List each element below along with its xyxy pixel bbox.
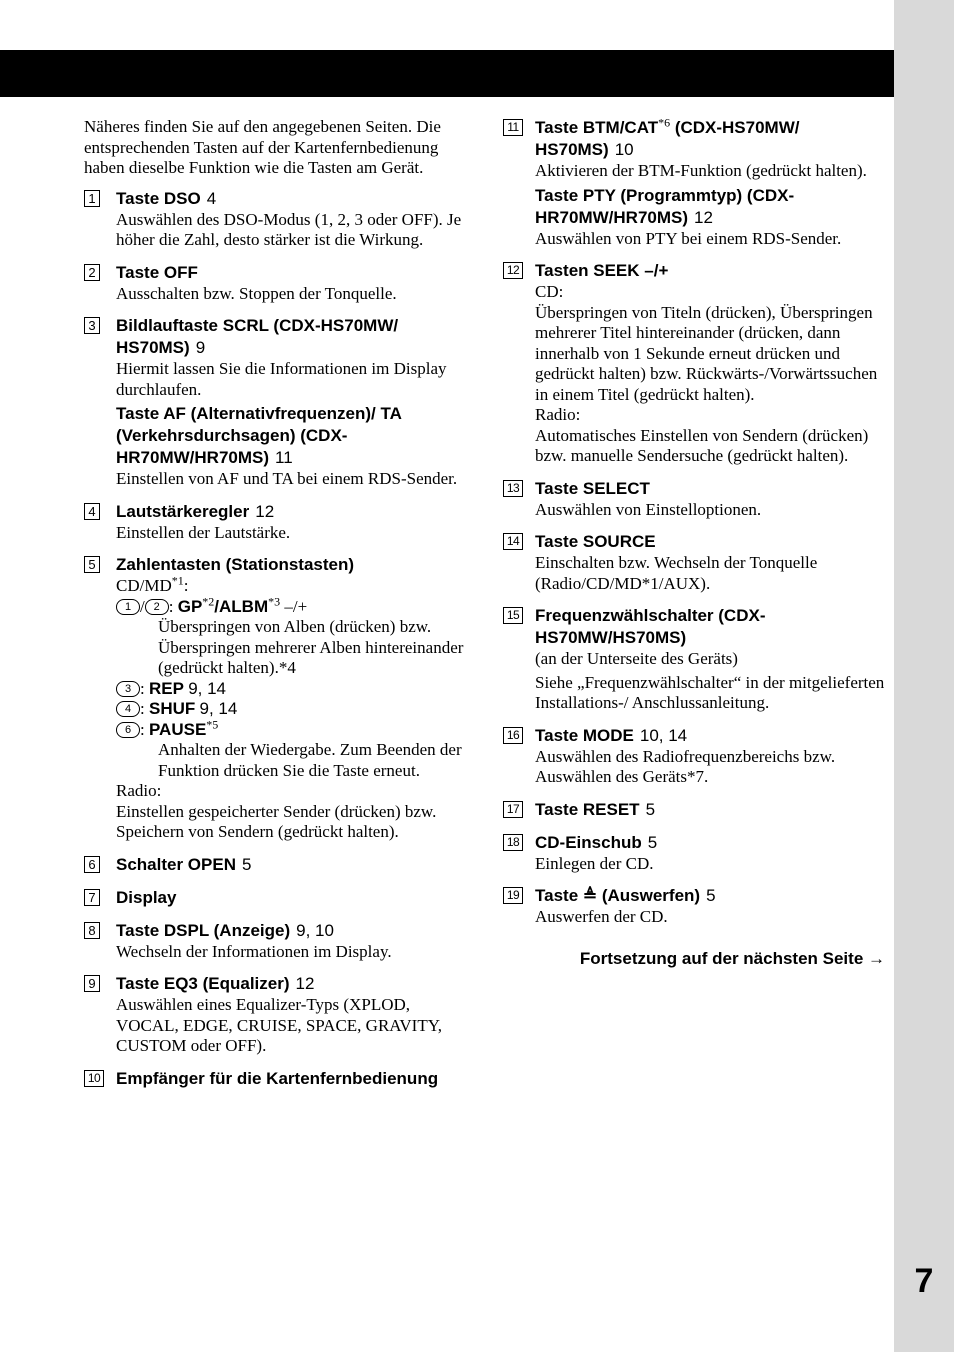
item-title: Taste EQ3 (Equalizer) xyxy=(116,974,290,993)
item-number: 3 xyxy=(84,317,100,334)
item-title: Empfänger für die Kartenfernbedienung xyxy=(116,1068,439,1088)
item-title: Taste BTM/CAT xyxy=(535,118,659,137)
item-17 xyxy=(503,799,885,821)
key-4-icon: 4 xyxy=(116,701,140,717)
item-title-model: (CDX-HS70MW/ HS70MS) xyxy=(535,118,800,159)
page-ref: 9 xyxy=(195,338,206,357)
item-number: 6 xyxy=(84,856,100,873)
intro-text: Näheres finden Sie auf den angegebenen Seiten. Die entsprechenden Tasten auf der Kartenfernbedienung haben dieselbe Funktion wie die Tasten am Gerät. xyxy=(84,117,441,177)
page-ref: 12 xyxy=(694,207,713,227)
item-10 xyxy=(84,1068,466,1090)
colon: : xyxy=(183,576,189,595)
item-desc: Auswählen von Einstelloptionen. xyxy=(535,499,762,519)
sub-title: Taste PTY (Programmtyp) (CDX-HR70MW/HR70MS) xyxy=(535,185,795,227)
item-desc: Einlegen der CD. xyxy=(535,853,654,873)
item-12 xyxy=(503,260,885,467)
item-title: Taste MODE xyxy=(535,725,634,745)
side-tab xyxy=(894,0,954,1352)
page-ref: 11 xyxy=(275,448,293,467)
item-title: Taste ≜ (Auswerfen) xyxy=(535,886,701,905)
sub-desc: Einstellen von AF und TA bei einem RDS-Sender. xyxy=(116,469,458,488)
gp-desc: Überspringen von Alben (drücken) bzw. Überspringen mehrerer Alben hintereinander (gedrückt halten).*4 xyxy=(158,617,464,677)
item-18 xyxy=(503,832,885,875)
item-number: 2 xyxy=(84,264,100,281)
item-desc: Aktivieren der BTM-Funktion (gedrückt halten). xyxy=(535,161,867,180)
item-7 xyxy=(84,887,466,909)
item-desc: Einstellen der Lautstärke. xyxy=(116,522,291,542)
radio-label: Radio: xyxy=(116,781,162,800)
page-ref: 12 xyxy=(295,974,315,993)
item-number: 9 xyxy=(84,975,100,992)
pause-label: PAUSE xyxy=(148,719,207,739)
item-5: 5 Zahlentasten (Stationstasten) CD/MD$^{*1}$: 1 / 2 : GP$^{*2}$/ALBM$^{*3}$ –/+ Überspringen von Alben (drücken) bzw. Überspringen mehrerer Alben hintereinander (gedrückt halten).*4 3 : REP 9, 14 4 : SHUF 9, 14 6 : PAUSE$^{*5}$ Anhalten der Wiedergabe. Zum Beenden der Funktion drücken Sie die Taste erneut. Radio: Einstellen gespeicherter Sender (drücken) bzw. Speichern von Sendern (gedrückt halten). xyxy=(84,554,466,843)
item-number: 13 xyxy=(503,480,523,497)
continued-note: Fortsetzung auf der nächsten Seite → xyxy=(579,948,885,968)
item-desc: Auswählen des Radiofrequenzbereichs bzw. Auswählen des Geräts*7. xyxy=(535,746,836,786)
item-1 xyxy=(84,188,466,251)
footnote-ref: *6 xyxy=(658,115,671,130)
sub-desc: Auswählen von PTY bei einem RDS-Sender. xyxy=(535,228,842,248)
key-6-icon: 6 xyxy=(116,722,140,738)
item-title: Bildlauftaste SCRL (CDX-HS70MW/ HS70MS) xyxy=(116,316,399,357)
albm-label: /ALBM xyxy=(214,596,269,616)
item-9 xyxy=(84,973,466,1057)
cd-desc: Überspringen von Titeln (drücken), Überspringen mehrerer Titel hintereinander (drücken, dann innerhalb von 1 Sekunde erneut drücken und gedrückt halten) bzw. Rückwärts-/Vorwärtssuchen in einem Titel (gedrückt halten). xyxy=(535,302,878,404)
item-desc: Auswerfen der CD. xyxy=(535,907,668,926)
page-ref: 9, 14 xyxy=(188,678,227,698)
item-14 xyxy=(503,531,885,594)
cd-label: CD: xyxy=(535,282,564,301)
left-column xyxy=(84,117,466,1101)
item-number: 10 xyxy=(84,1070,104,1087)
key-2-icon: 2 xyxy=(145,599,169,615)
item-title: Taste DSO xyxy=(116,188,201,208)
item-number: 8 xyxy=(84,922,100,939)
page-ref: 9, 10 xyxy=(296,920,334,940)
item-number: 1 xyxy=(84,190,100,207)
item-desc: Hiermit lassen Sie die Informationen im Display durchlaufen. xyxy=(116,359,447,399)
item-number: 12 xyxy=(503,262,523,279)
item-number: 4 xyxy=(84,503,100,520)
item-number: 15 xyxy=(503,607,523,624)
item-number: 18 xyxy=(503,834,523,851)
page-ref: 5 xyxy=(242,854,252,874)
footnote-ref: *2 xyxy=(202,593,215,608)
item-desc: Wechseln der Informationen im Display. xyxy=(116,941,392,961)
albm-suffix: –/+ xyxy=(280,596,308,616)
key-3-icon: 3 xyxy=(116,681,140,697)
item-title: Taste OFF xyxy=(116,262,198,282)
item-title: Taste SELECT xyxy=(535,478,650,498)
item-number: 17 xyxy=(503,801,523,818)
item-title: Tasten SEEK –/+ xyxy=(535,261,669,280)
page-ref: 5 xyxy=(706,886,716,905)
shuf-label: SHUF xyxy=(148,699,196,718)
item-desc: Auswählen des DSO-Modus (1, 2, 3 oder OFF). Je höher die Zahl, desto stärker ist die Wirkung. xyxy=(116,209,462,249)
page-ref: 9, 14 xyxy=(199,699,238,718)
page-ref: 5 xyxy=(647,832,658,852)
page-ref: 10 xyxy=(614,140,634,159)
item-title: Zahlentasten (Stationstasten) xyxy=(116,555,355,574)
item-6 xyxy=(84,854,466,876)
pause-desc: Anhalten der Wiedergabe. Zum Beenden der Funktion drücken Sie die Taste erneut. xyxy=(158,740,462,780)
item-desc: (an der Unterseite des Geräts) xyxy=(535,649,738,668)
item-number: 19 xyxy=(503,887,523,904)
item-number: 5 xyxy=(84,556,100,573)
item-4 xyxy=(84,501,466,544)
rep-label: REP xyxy=(148,678,184,698)
item-number: 16 xyxy=(503,727,523,744)
item-2 xyxy=(84,262,466,305)
item-desc: Auswählen eines Equalizer-Typs (XPLOD, VOCAL, EDGE, CRUISE, SPACE, GRAVITY, CUSTOM oder OFF). xyxy=(116,995,443,1055)
item-19 xyxy=(503,885,885,928)
item-title: Lautstärkeregler xyxy=(116,501,250,521)
page-ref: 4 xyxy=(206,188,217,208)
item-title: Taste DSPL (Anzeige) xyxy=(116,920,291,940)
item-3 xyxy=(84,315,466,490)
item-8 xyxy=(84,920,466,963)
cd-md-label: CD/MD xyxy=(116,576,172,595)
footnote-ref: *5 xyxy=(206,716,219,731)
sub-title: Taste AF (Alternativfrequenzen)/ TA (Verkehrsdurchsagen) (CDX-HR70MW/HR70MS) xyxy=(116,404,402,467)
item-desc: Einschalten bzw. Wechseln der Tonquelle (Radio/CD/MD*1/AUX). xyxy=(535,553,818,593)
item-title: CD-Einschub xyxy=(535,832,642,852)
page-number: 7 xyxy=(914,1262,934,1300)
item-desc: Ausschalten bzw. Stoppen der Tonquelle. xyxy=(116,283,397,303)
page-ref: 10, 14 xyxy=(639,725,688,745)
item-15 xyxy=(503,605,885,714)
item-number: 14 xyxy=(503,533,523,550)
gp-label: GP xyxy=(177,596,203,616)
item-13 xyxy=(503,478,885,521)
item-title: Schalter OPEN xyxy=(116,854,236,874)
item-title: Taste RESET xyxy=(535,799,640,819)
item-title: Display xyxy=(116,887,177,907)
item-number: 11 xyxy=(503,119,523,136)
footnote-ref: *1 xyxy=(171,573,184,588)
item-title: Taste SOURCE xyxy=(535,532,656,551)
radio-desc: Automatisches Einstellen von Sendern (drücken) bzw. manuelle Sendersuche (gedrückt halten). xyxy=(535,425,869,465)
footnote-ref: *3 xyxy=(268,593,281,608)
page-ref: 12 xyxy=(255,501,275,521)
item-desc-2: Siehe „Frequenzwählschalter“ in der mitgelieferten Installations-/ Anschlussanleitung. xyxy=(535,672,885,712)
item-11 xyxy=(503,117,885,249)
radio-label: Radio: xyxy=(535,405,581,424)
item-title: Frequenzwählschalter (CDX-HS70MW/HS70MS) xyxy=(535,606,766,647)
radio-desc: Einstellen gespeicherter Sender (drücken) bzw. Speichern von Sendern (gedrückt halten). xyxy=(116,801,437,841)
right-column xyxy=(503,117,885,970)
item-16 xyxy=(503,725,885,788)
key-1-icon: 1 xyxy=(116,599,140,615)
header-band xyxy=(0,50,894,97)
item-number: 7 xyxy=(84,889,100,906)
page-ref: 5 xyxy=(645,799,656,819)
